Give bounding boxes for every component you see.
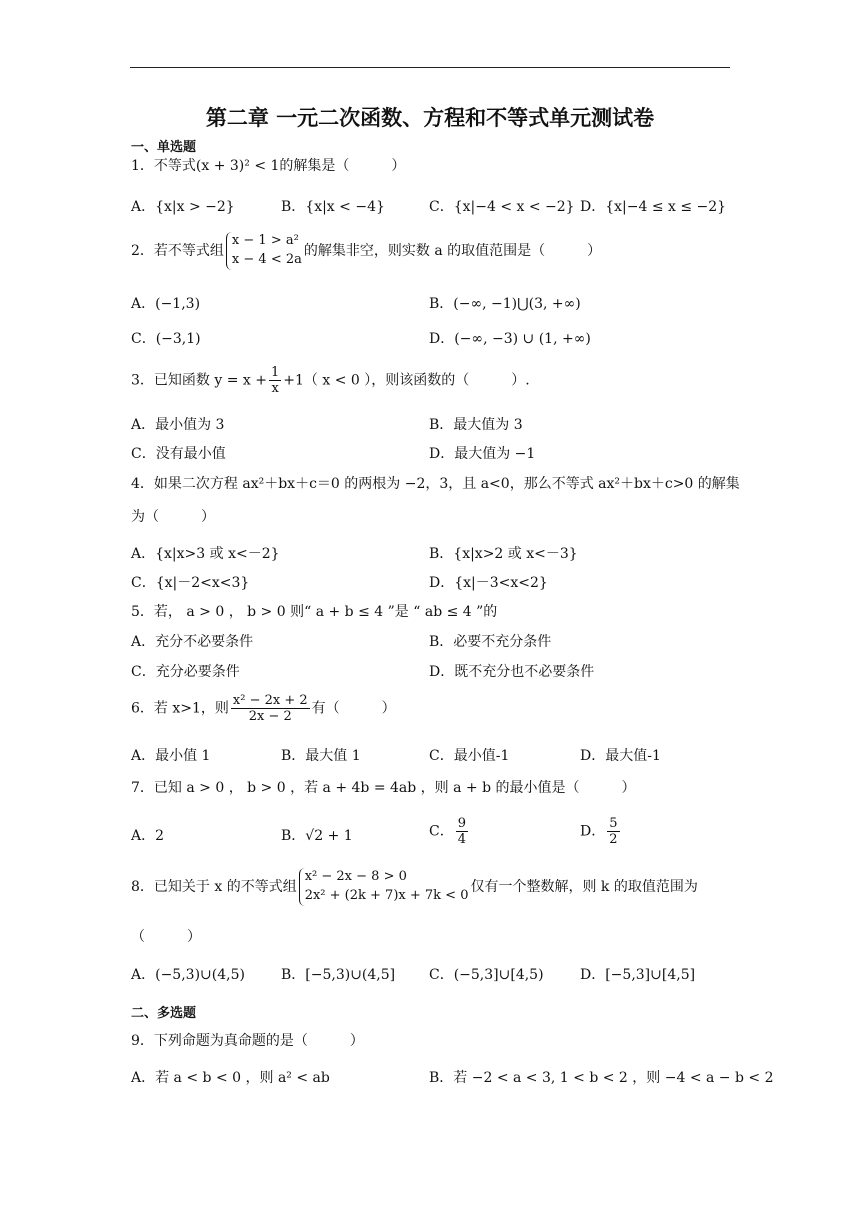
question-8-stem-pre: 8．已知关于 x 的不等式组 xyxy=(131,878,297,895)
question-7-option-c-label: C． xyxy=(429,823,454,840)
question-2-option-b: B．(−∞, −1)⋃(3, +∞) xyxy=(429,296,581,312)
question-8-stem-post: 仅有一个整数解，则 k 的取值范围为 xyxy=(470,878,698,895)
question-3-option-c: C．没有最小值 xyxy=(131,446,226,462)
question-7-option-c-denominator: 4 xyxy=(457,832,466,847)
question-2-option-d: D．(−∞, −3) ∪ (1, +∞) xyxy=(429,331,591,347)
question-6-stem xyxy=(131,694,396,723)
question-5-stem: 5．若， a > 0 ， b > 0 则“ a + b ≤ 4 ”是 “ ab ≤ 4 ”的 xyxy=(131,604,498,620)
question-8-option-d: D．[−5,3]∪[4,5] xyxy=(580,967,696,983)
question-2-system-line-2: x − 4 < 2a xyxy=(231,251,302,267)
question-7-option-d-label: D． xyxy=(580,823,606,840)
question-1-option-b: B．{x|x < −4} xyxy=(281,199,385,215)
question-7-option-d-fraction xyxy=(607,817,619,846)
question-3-option-a: A．最小值为 3 xyxy=(131,417,225,433)
question-7-option-d-denominator: 2 xyxy=(609,832,618,847)
question-7-option-b: B．√2 + 1 xyxy=(281,828,353,844)
question-6-fraction-numerator: x² − 2x + 2 xyxy=(232,693,308,708)
question-7-stem: 7．已知 a > 0 ， b > 0 ，若 a + 4b = 4ab ，则 a + b 的最小值是（ ） xyxy=(131,780,636,796)
section-single-choice: 一、单选题 xyxy=(131,140,197,155)
question-4-option-d: D．{x|－3<x<2} xyxy=(429,575,548,591)
question-4-stem-line-1: 4．如果二次方程 ax²＋bx＋c＝0 的两根为 −2，3，且 a<0，那么不等式 ax²＋bx＋c>0 的解集 xyxy=(131,476,740,492)
question-6-stem-post: 有（ ） xyxy=(311,700,396,717)
question-3-option-d: D．最大值为 −1 xyxy=(429,446,536,462)
question-2-stem xyxy=(131,232,601,270)
question-3-stem-post: +1（ x < 0 ），则该函数的（ ）. xyxy=(283,372,530,389)
question-1-option-c: C．{x|−4 < x < −2} xyxy=(429,199,575,215)
question-4-option-b: B．{x|x>2 或 x<－3} xyxy=(429,546,578,562)
question-7-option-c-numerator: 9 xyxy=(457,816,466,831)
question-2-system-line-1: x − 1 > a² xyxy=(231,233,299,248)
question-3-option-b: B．最大值为 3 xyxy=(429,417,523,433)
page-title: 第二章 一元二次函数、方程和不等式单元测试卷 xyxy=(205,106,655,130)
question-6-fraction xyxy=(231,694,310,723)
question-8-stem xyxy=(131,868,698,906)
question-7-option-a: A．2 xyxy=(131,828,165,844)
question-8-option-c: C．(−5,3]∪[4,5) xyxy=(429,967,544,983)
question-2-system xyxy=(226,232,302,270)
question-7-option-c xyxy=(429,817,470,846)
question-3-stem-pre: 3．已知函数 y = x + xyxy=(131,372,267,389)
question-3-fraction-denominator: x xyxy=(271,381,279,396)
question-4-stem-line-2: 为（ ） xyxy=(131,509,215,525)
question-8-system xyxy=(299,868,469,906)
question-2-stem-post: 的解集非空，则实数 a 的取值范围是（ ） xyxy=(303,242,602,259)
question-6-stem-pre: 6．若 x>1，则 xyxy=(131,700,229,717)
question-8-stem-line-2: （ ） xyxy=(131,929,201,945)
question-7-option-d-numerator: 5 xyxy=(609,816,618,831)
question-2-option-a: A．(−1,3) xyxy=(131,296,201,312)
question-5-option-a: A．充分不必要条件 xyxy=(131,634,254,650)
question-8-option-b: B．[−5,3)∪(4,5] xyxy=(281,967,396,983)
question-8-system-line-2: 2x² + (2k + 7)x + 7k < 0 xyxy=(304,887,469,903)
question-4-option-c: C．{x|－2<x<3} xyxy=(131,575,250,591)
section-multiple-choice: 二、多选题 xyxy=(131,1006,197,1021)
question-3-fraction-numerator: 1 xyxy=(270,365,280,380)
question-5-option-c: C．充分必要条件 xyxy=(131,664,240,680)
question-9-stem: 9．下列命题为真命题的是（ ） xyxy=(131,1033,364,1049)
question-2-stem-pre: 2．若不等式组 xyxy=(131,242,224,259)
question-1-option-d: D．{x|−4 ≤ x ≤ −2} xyxy=(580,199,727,215)
question-5-option-b: B．必要不充分条件 xyxy=(429,634,552,650)
question-6-option-d: D．最大值-1 xyxy=(580,748,661,764)
question-6-option-b: B．最大值 1 xyxy=(281,748,361,764)
question-4-option-a: A．{x|x>3 或 x<－2} xyxy=(131,546,280,562)
question-8-option-a: A．(−5,3)∪(4,5) xyxy=(131,967,245,983)
question-5-option-d: D．既不充分也不必要条件 xyxy=(429,664,595,680)
question-6-option-a: A．最小值 1 xyxy=(131,748,211,764)
question-7-option-c-fraction xyxy=(456,817,468,846)
question-1-option-a: A．{x|x > −2} xyxy=(131,199,235,215)
question-8-system-line-1: x² − 2x − 8 > 0 xyxy=(304,869,407,884)
question-1-stem: 1．不等式(x + 3)² < 1的解集是（ ） xyxy=(131,158,406,174)
question-3-fraction xyxy=(269,366,281,395)
question-3-stem xyxy=(131,366,530,395)
question-6-fraction-denominator: 2x − 2 xyxy=(248,709,292,724)
question-9-option-b: B．若 −2 < a < 3, 1 < b < 2 ，则 −4 < a − b < 2 xyxy=(429,1070,774,1086)
header-rule xyxy=(130,67,730,68)
question-6-option-c: C．最小值-1 xyxy=(429,748,510,764)
question-7-option-d xyxy=(580,817,622,846)
question-2-option-c: C．(−3,1) xyxy=(131,331,201,347)
question-9-option-a: A．若 a < b < 0 ，则 a² < ab xyxy=(131,1070,330,1086)
